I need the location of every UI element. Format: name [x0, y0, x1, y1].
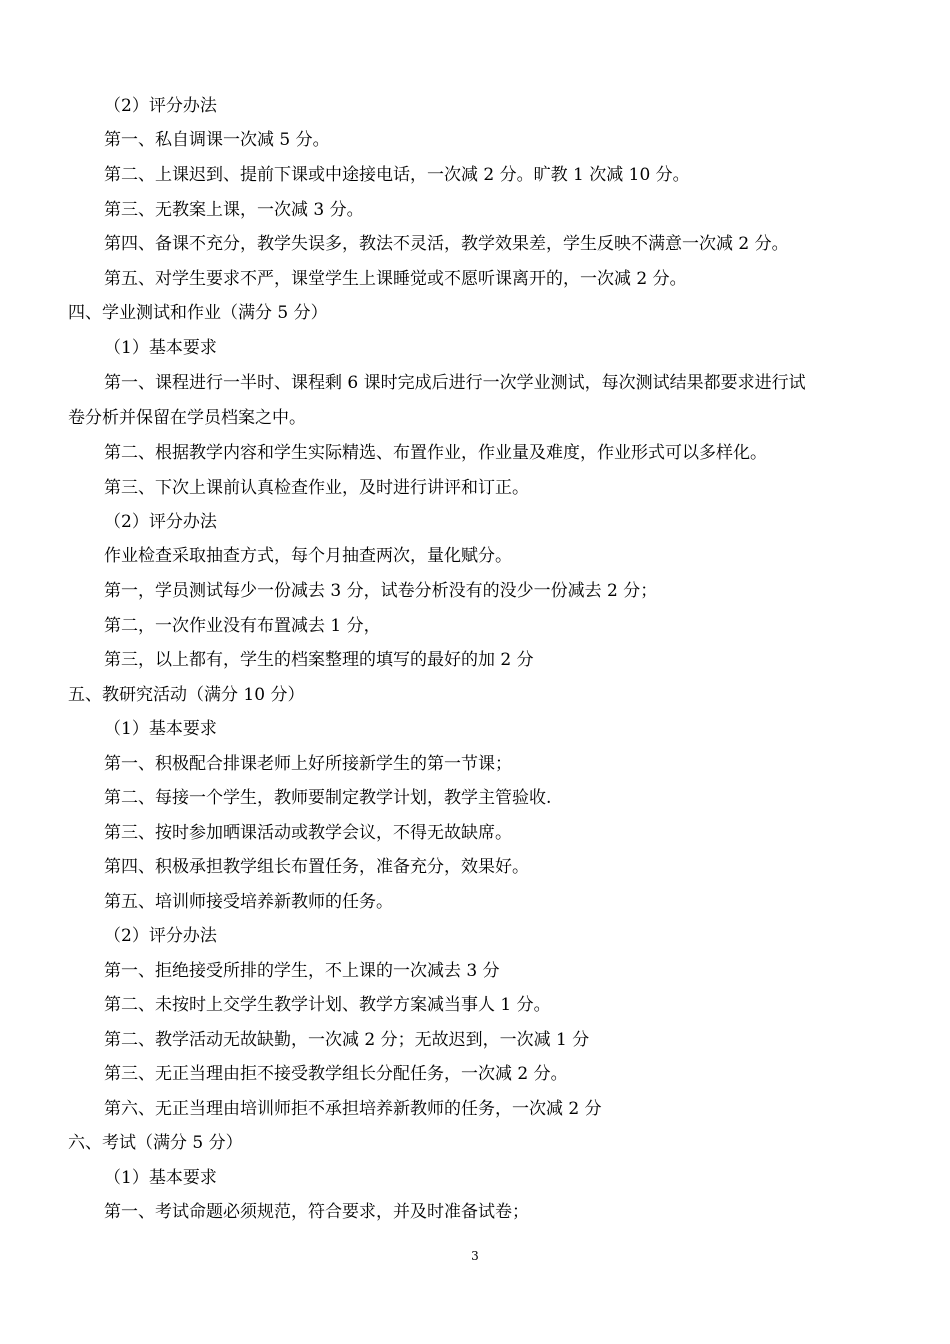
- paragraph: 第一、拒绝接受所排的学生，不上课的一次减去 3 分: [104, 961, 500, 981]
- paragraph: 第一、私自调课一次减 5 分。: [104, 130, 330, 150]
- subheading-scoring: （2）评分办法: [104, 96, 217, 116]
- paragraph: 第三、下次上课前认真检查作业，及时进行讲评和订正。: [104, 478, 529, 498]
- paragraph: 第三、无教案上课，一次减 3 分。: [104, 200, 364, 220]
- paragraph: 第五、对学生要求不严，课堂学生上课睡觉或不愿听课离开的，一次减 2 分。: [104, 269, 687, 289]
- paragraph: 第一、考试命题必须规范，符合要求，并及时准备试卷；: [104, 1202, 529, 1222]
- page-number: 3: [471, 1249, 479, 1263]
- paragraph: 第五、培训师接受培养新教师的任务。: [104, 892, 393, 912]
- paragraph: 作业检查采取抽查方式，每个月抽查两次，量化赋分。: [104, 546, 512, 566]
- paragraph: 第六、无正当理由培训师拒不承担培养新教师的任务，一次减 2 分: [104, 1099, 602, 1119]
- paragraph-continuation: 卷分析并保留在学员档案之中。: [68, 408, 306, 428]
- paragraph: 第四、备课不充分，教学失误多，教法不灵活，教学效果差，学生反映不满意一次减 2 分。: [104, 234, 789, 254]
- paragraph: 第二、根据教学内容和学生实际精选、布置作业，作业量及难度，作业形式可以多样化。: [104, 443, 767, 463]
- paragraph: 第二，一次作业没有布置减去 1 分，: [104, 616, 381, 636]
- subheading-requirements: （1）基本要求: [104, 338, 217, 358]
- paragraph: 第二、上课迟到、提前下课或中途接电话，一次减 2 分。旷教 1 次减 10 分。: [104, 165, 690, 185]
- paragraph: 第一，学员测试每少一份减去 3 分，试卷分析没有的没少一份减去 2 分；: [104, 581, 658, 601]
- paragraph: 第三、无正当理由拒不接受教学组长分配任务，一次减 2 分。: [104, 1064, 568, 1084]
- subheading-scoring: （2）评分办法: [104, 926, 217, 946]
- paragraph: 第一、积极配合排课老师上好所接新学生的第一节课；: [104, 754, 512, 774]
- section-heading: 四、学业测试和作业（满分 5 分）: [68, 303, 328, 323]
- paragraph: 第二、教学活动无故缺勤，一次减 2 分；无故迟到，一次减 1 分: [104, 1030, 590, 1050]
- paragraph: 第三，以上都有，学生的档案整理的填写的最好的加 2 分: [104, 650, 534, 670]
- subheading-requirements: （1）基本要求: [104, 1168, 217, 1188]
- subheading-requirements: （1）基本要求: [104, 719, 217, 739]
- paragraph: 第二、未按时上交学生教学计划、教学方案减当事人 1 分。: [104, 995, 551, 1015]
- subheading-scoring: （2）评分办法: [104, 512, 217, 532]
- section-heading: 五、教研究活动（满分 10 分）: [68, 685, 305, 705]
- paragraph: 第三、按时参加晒课活动或教学会议，不得无故缺席。: [104, 823, 512, 843]
- paragraph: 第二、每接一个学生，教师要制定教学计划，教学主管验收.: [104, 788, 552, 808]
- paragraph: 第四、积极承担教学组长布置任务，准备充分，效果好。: [104, 857, 529, 877]
- section-heading: 六、考试（满分 5 分）: [68, 1133, 243, 1153]
- paragraph: 第一、课程进行一半时、课程剩 6 课时完成后进行一次学业测试，每次测试结果都要求进行试: [104, 373, 806, 393]
